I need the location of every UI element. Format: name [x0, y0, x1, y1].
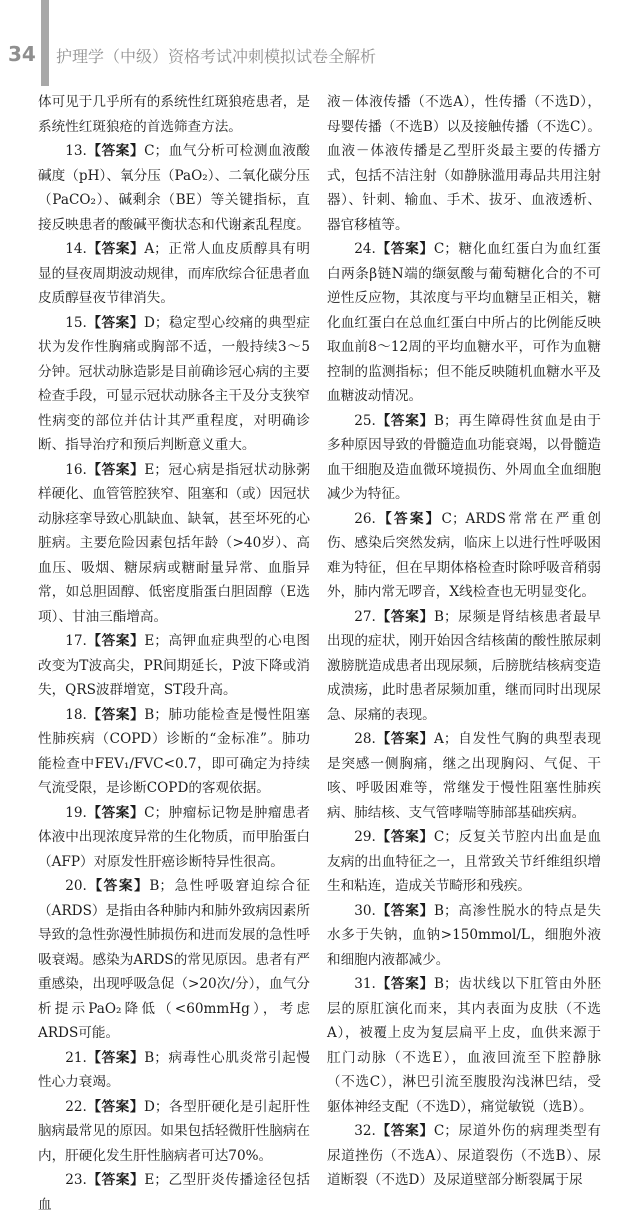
right-text-column — [327, 90, 601, 1188]
page-number: 34 — [8, 42, 36, 66]
question-number: 28. — [354, 731, 376, 747]
question-number: 16. — [65, 461, 87, 478]
explanation-text: D；各型肝硬化是引起肝性脑病最常见的原因。如果包括轻微肝性脑病在内，肝硬化发生肝性脑病者可达70%。 — [38, 1098, 310, 1164]
answer-paragraph — [327, 507, 601, 605]
question-number: 21. — [65, 1049, 87, 1066]
continued-paragraph — [327, 90, 601, 237]
question-number: 30. — [354, 902, 376, 919]
answer-label: 【答案】 — [375, 412, 434, 429]
answer-label: 【答案】 — [86, 143, 145, 159]
answer-label: 【答案】 — [86, 706, 145, 723]
answer-label: 【答案】 — [86, 804, 145, 821]
left-text-column — [38, 90, 311, 1213]
book-title: 护理学（中级）资格考试冲刺模拟试卷全解析 — [56, 47, 377, 66]
answer-paragraph — [38, 311, 310, 458]
explanation-text: A；正常人血皮质醇具有明显的昼夜周期波动规律，而库欣综合征患者血皮质醇昼夜节律消失。 — [38, 241, 310, 306]
question-number: 13. — [65, 143, 87, 159]
page-header — [0, 0, 639, 92]
answer-paragraph — [38, 139, 310, 237]
answer-label: 【答案】 — [375, 976, 434, 992]
explanation-text: B；尿频是肾结核患者最早出现的症状，刚开始因含结核菌的酸性脓尿刺激膀胱造成患者出现尿频，后膀胱结核病变造成溃疡，此时患者尿频加重，继而同时出现尿急、尿痛的表现。 — [327, 608, 601, 723]
answer-label: 【答案】 — [86, 633, 145, 649]
question-number: 29. — [354, 829, 376, 845]
answer-paragraph — [327, 409, 601, 507]
answer-label: 【答案】 — [375, 829, 434, 845]
explanation-text: E；乙型肝炎传播途径包括血 — [38, 1172, 310, 1213]
answer-paragraph — [38, 629, 310, 703]
question-number: 24. — [354, 241, 376, 257]
answer-paragraph — [327, 237, 601, 409]
answer-label: 【答案】 — [86, 461, 145, 478]
answer-paragraph — [38, 801, 310, 875]
explanation-text: 体可见于几乎所有的系统性红斑狼疮患者，是系统性红斑狼疮的首选筛查方法。 — [38, 94, 310, 135]
answer-label: 【答案】 — [375, 731, 435, 747]
explanation-text: B；再生障碍性贫血是由于多种原因导致的骨髓造血功能衰竭，以骨髓造血干细胞及造血微环境损伤、外周血全血细胞减少为特征。 — [327, 412, 601, 502]
question-number: 32. — [354, 1123, 376, 1139]
answer-paragraph — [327, 899, 601, 973]
answer-label: 【答案】 — [375, 510, 442, 527]
explanation-text: 液－体液传播（不选A），性传播（不选D），母婴传播（不选B）以及接触传播（不选C）。血液－体液传播是乙型肝炎最主要的传播方式，包括不洁注射（如静脉滥用毒品共用注射器）、针刺、输血、手术、拔牙、血液透析、器官移植等。 — [327, 94, 601, 233]
explanation-text: A；自发性气胸的典型表现是突感一侧胸痛，继之出现胸闷、气促、干咳、呼吸困难等，常继发于慢性阻塞性肺疾病、肺结核、支气管哮喘等肺部基础疾病。 — [327, 731, 601, 821]
answer-label: 【答案】 — [375, 241, 434, 257]
answer-paragraph — [38, 237, 310, 311]
explanation-text: E；冠心病是指冠状动脉粥样硬化、血管管腔狭窄、阻塞和（或）因冠状动脉痉挛导致心肌缺血、缺氧，甚至坏死的心脏病。主要危险因素包括年龄（>40岁）、高血压、吸烟、糖尿病或糖耐量异常、血脂异常，如总胆固醇、低密度脂蛋白胆固醇（E选项）、甘油三酯增高。 — [38, 461, 310, 625]
question-number: 22. — [65, 1098, 87, 1115]
question-number: 23. — [65, 1172, 87, 1188]
answer-label: 【答案】 — [86, 1049, 145, 1066]
question-number: 26. — [354, 510, 376, 527]
answer-paragraph — [38, 874, 310, 1046]
explanation-text: B；高渗性脱水的特点是失水多于失钠，血钠>150mmol/L，细胞外液和细胞内液都减少。 — [327, 902, 601, 968]
explanation-text: B；齿状线以下肛管由外胚层的原肛演化而来，其内表面为皮肤（不选A），被覆上皮为复层扁平上皮，血供来源于肛门动脉（不选E），血液回流至下腔静脉（不选C），淋巴引流至腹股沟浅淋巴结，受躯体神经支配（不选D），痛觉敏锐（选B）。 — [327, 976, 601, 1115]
answer-paragraph — [38, 1046, 310, 1095]
explanation-text: C；糖化血红蛋白为血红蛋白两条β链N端的缬氨酸与葡萄糖化合的不可逆性反应物，其浓度与平均血糖呈正相关，糖化血红蛋白在总血红蛋白中所占的比例能反映取血前8～12周的平均血糖水平，可作为血糖控制的监测指标；但不能反映随机血糖水平及血糖波动情况。 — [327, 241, 601, 404]
question-number: 27. — [354, 608, 376, 625]
explanation-text: E；高钾血症典型的心电图改变为T波高尖，PR间期延长，P波下降或消失，QRS波群增宽，ST段升高。 — [38, 633, 310, 698]
question-number: 14. — [65, 241, 87, 257]
answer-paragraph — [327, 972, 601, 1119]
explanation-text: C；血气分析可检测血液酸碱度（pH）、氧分压（PaO₂）、二氧化碳分压（PaCO₂）、碱剩余（BE）等关键指标，直接反映患者的酸碱平衡状态和代谢紊乱程度。 — [38, 143, 311, 233]
answer-label: 【答案】 — [375, 608, 434, 625]
explanation-text: B；肺功能检查是慢性阻塞性肺疾病（COPD）诊断的“金标准”。肺功能检查中FEV₁/FVC<0.7，即可确定为持续气流受限，是诊断COPD的客观依据。 — [38, 706, 310, 796]
answer-paragraph — [327, 1119, 601, 1193]
explanation-text: B；病毒性心肌炎常引起慢性心力衰竭。 — [38, 1049, 310, 1090]
answer-label: 【答案】 — [86, 878, 150, 894]
question-number: 20. — [65, 878, 87, 894]
answer-paragraph — [327, 825, 601, 899]
explanation-text: C；尿道外伤的病理类型有尿道挫伤（不选A）、尿道裂伤（不选B）、尿道断裂（不选D）及尿道壁部分断裂属于尿 — [327, 1123, 601, 1188]
explanation-text: C；反复关节腔内出血是血友病的出血特征之一，且常致关节纤维组织增生和粘连，造成关节畸形和残疾。 — [327, 829, 601, 894]
answer-label: 【答案】 — [86, 1172, 145, 1188]
answer-label: 【答案】 — [86, 314, 144, 331]
question-number: 17. — [65, 633, 87, 649]
explanation-text: C；肿瘤标记物是肿瘤患者体液中出现浓度异常的生化物质，而甲胎蛋白（AFP）对原发性肝癌诊断特异性很高。 — [38, 804, 311, 870]
question-number: 25. — [354, 412, 376, 429]
answer-label: 【答案】 — [375, 1123, 434, 1139]
answer-paragraph — [327, 605, 601, 728]
question-number: 31. — [354, 976, 376, 992]
header-divider-bar — [41, 0, 49, 86]
answer-paragraph — [38, 1168, 310, 1217]
question-number: 18. — [65, 706, 87, 723]
answer-paragraph — [38, 703, 310, 801]
answer-paragraph — [38, 458, 310, 630]
explanation-text: C；ARDS常常在严重创伤、感染后突然发病，临床上以进行性呼吸困难为特征，但在早期体格检查时除呼吸音稍弱外，肺内常无啰音，X线检查也无明显变化。 — [327, 510, 601, 600]
answer-label: 【答案】 — [375, 902, 434, 919]
answer-paragraph — [38, 1095, 310, 1169]
explanation-text: B；急性呼吸窘迫综合征（ARDS）是指由各种肺内和肺外致病因素所导致的急性弥漫性肺损伤和进而发展的急性呼吸衰竭。感染为ARDS的常见原因。患者有严重感染，出现呼吸急促（>20次/分），血气分析提示PaO₂降低（<60mmHg），考虑ARDS可能。 — [38, 878, 310, 1041]
question-number: 15. — [65, 314, 87, 331]
answer-label: 【答案】 — [86, 1098, 144, 1115]
answer-label: 【答案】 — [86, 241, 145, 257]
explanation-text: D；稳定型心绞痛的典型症状为发作性胸痛或胸部不适，一般持续3～5分钟。冠状动脉造影是目前确诊冠心病的主要检查手段，可显示冠状动脉各主干及分支狭窄性病变的部位并估计其严重程度，对明确诊断、指导治疗和预后判断意义重大。 — [38, 314, 310, 453]
question-number: 19. — [65, 804, 87, 821]
continued-paragraph — [38, 90, 310, 139]
answer-paragraph — [327, 727, 601, 825]
